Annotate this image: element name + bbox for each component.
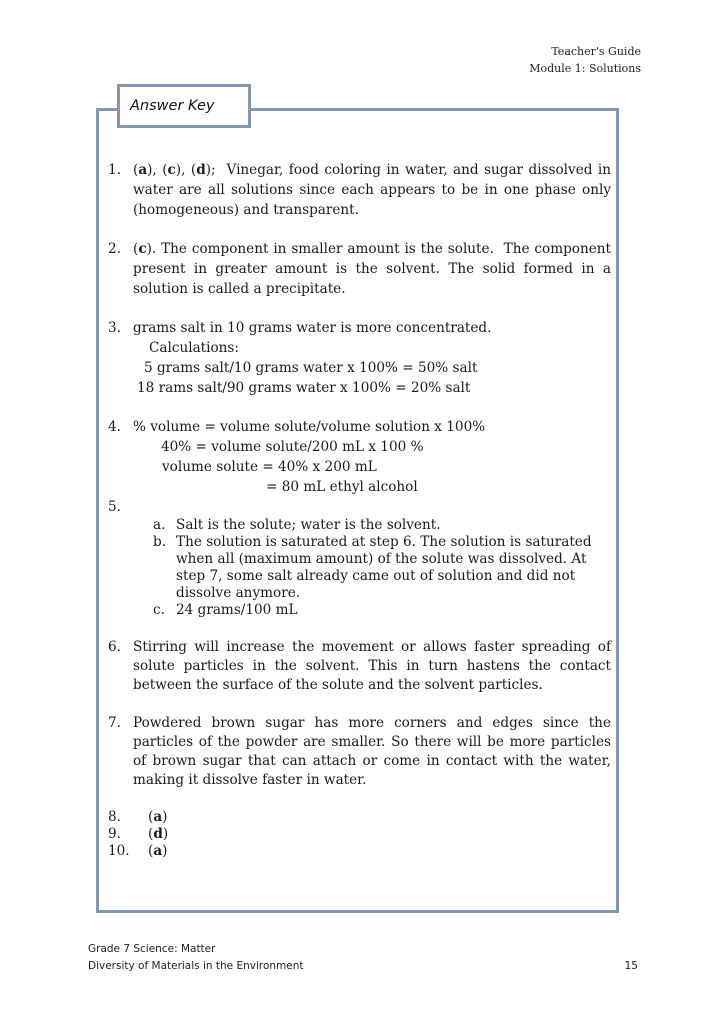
answer-item-3 [108, 318, 611, 338]
item-number: 5. [108, 499, 121, 515]
answer-item-10: 10. (a) [108, 843, 168, 859]
answer-item-6 [108, 638, 611, 695]
answer-item-8: 8. (a) [108, 809, 168, 825]
answer-item-9: 9. (d) [108, 826, 169, 842]
calc-line-1: 5 grams salt/10 grams water x 100% = 50% salt [144, 360, 478, 376]
answer-item-2 [108, 239, 611, 299]
header-module: Module 1: Solutions [529, 62, 641, 75]
page-footer [88, 941, 638, 975]
footer-title: Diversity of Materials in the Environment [88, 960, 304, 972]
item-text: (a), (c), (d); Vinegar, food coloring in water, and sugar dissolved in water are all solutions since each appears to be in one phase only (homogeneous) and transparent. [133, 162, 612, 218]
item-number: 4. [108, 419, 121, 435]
answer-list [108, 160, 611, 860]
item-number: 6. [108, 639, 121, 655]
answer-key-title: Answer Key [130, 98, 215, 114]
volume-line-3: volume solute = 40% x 200 mL [162, 459, 377, 475]
item-text: grams salt in 10 grams water is more concentrated. [133, 320, 492, 336]
page-header [529, 43, 641, 77]
sub-item-b: b. The solution is saturated at step 6. The solution is saturated when all (maximum amount) of the solute was dissolved. At step 7, some salt already came out of solution and did not dissolve anymore. [153, 534, 592, 601]
item-number: 7. [108, 715, 121, 731]
answer-item-4 [108, 417, 611, 437]
volume-line-2: 40% = volume solute/200 mL x 100 % [161, 439, 424, 455]
volume-line-4: = 80 mL ethyl alcohol [266, 479, 418, 495]
answer-item-7 [108, 714, 611, 790]
sub-item-a: a. Salt is the solute; water is the solvent. [153, 517, 441, 533]
calc-label: Calculations: [149, 340, 239, 356]
calc-line-2: 18 rams salt/90 grams water x 100% = 20% salt [137, 380, 471, 396]
header-guide: Teacher's Guide [551, 45, 641, 58]
item-text: % volume = volume solute/volume solution x 100% [133, 419, 486, 435]
item-text: (c). The component in smaller amount is the solute. The component present in greater amount is the solvent. The solid formed in a solution is called a precipitate. [133, 241, 611, 297]
sub-item-c: c. 24 grams/100 mL [153, 602, 298, 618]
item-number: 1. [108, 162, 121, 178]
item-number: 2. [108, 241, 121, 257]
answer-item-5 [108, 497, 611, 517]
answer-key-tab [117, 84, 251, 128]
item-text: Stirring will increase the movement or allows faster spreading of solute particles in the solvent. This in turn hastens the contact between the surface of the solute and the solvent particles. [133, 639, 611, 693]
footer-grade: Grade 7 Science: Matter [88, 943, 216, 955]
item-text: Powdered brown sugar has more corners and edges since the particles of the powder are smaller. So there will be more particles of brown sugar that can attach or come in contact with the water, making it dissolve faster in water. [133, 715, 611, 788]
item-number: 3. [108, 320, 121, 336]
page-number: 15 [624, 960, 638, 972]
answer-item-1 [108, 160, 611, 220]
